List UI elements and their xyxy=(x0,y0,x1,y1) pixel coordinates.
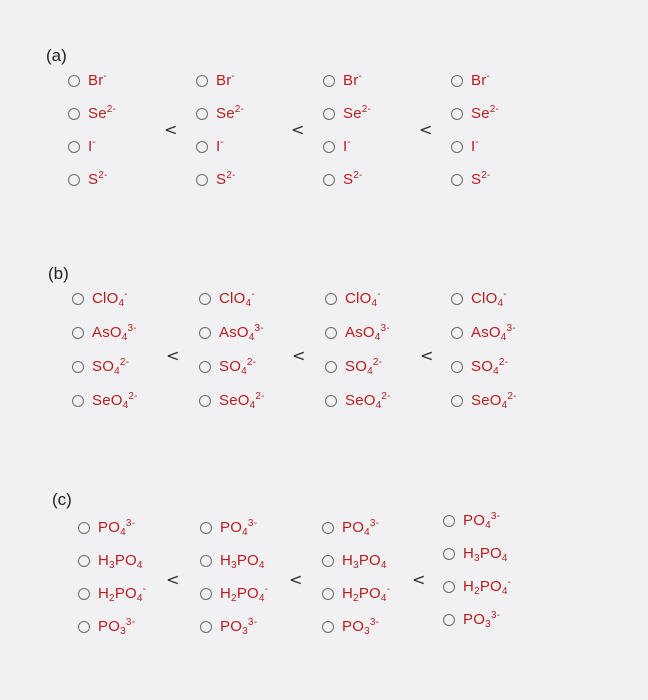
radio-button[interactable] xyxy=(325,293,337,305)
radio-option[interactable] xyxy=(322,519,379,536)
radio-button[interactable] xyxy=(68,174,80,186)
radio-button[interactable] xyxy=(200,621,212,633)
radio-button[interactable] xyxy=(325,327,337,339)
radio-button[interactable] xyxy=(451,75,463,87)
radio-button[interactable] xyxy=(72,327,84,339)
radio-option[interactable] xyxy=(325,392,391,409)
radio-button[interactable] xyxy=(451,395,463,407)
radio-option[interactable] xyxy=(443,578,511,595)
radio-option[interactable] xyxy=(325,290,381,307)
radio-button[interactable] xyxy=(443,548,455,560)
option-label: $PO_3^{3-}$ xyxy=(98,617,136,637)
less-than-separator: < xyxy=(166,346,180,365)
option-label: $PO_3^{3-}$ xyxy=(463,610,501,630)
option-label: AsO$_4^{3-}$ xyxy=(92,323,137,343)
option-label: ClO$_4$- xyxy=(345,289,381,309)
radio-option[interactable] xyxy=(196,171,236,188)
radio-button[interactable] xyxy=(323,108,335,120)
radio-option[interactable] xyxy=(451,290,507,307)
option-label: $PO_4^{3-}$ xyxy=(220,518,258,538)
radio-option[interactable] xyxy=(451,392,517,409)
radio-option[interactable] xyxy=(322,618,379,635)
radio-option[interactable] xyxy=(199,358,256,375)
radio-button[interactable] xyxy=(323,174,335,186)
radio-button[interactable] xyxy=(196,141,208,153)
option-label: SeO$_4^{2-}$ xyxy=(92,391,138,411)
radio-option[interactable] xyxy=(196,72,235,89)
radio-option[interactable] xyxy=(322,552,387,569)
radio-button[interactable] xyxy=(199,395,211,407)
radio-button[interactable] xyxy=(196,75,208,87)
option-label: $Se^{2-}$ xyxy=(216,104,245,122)
radio-button[interactable] xyxy=(78,522,90,534)
option-label: $H_2PO_4^-$ xyxy=(342,584,391,604)
option-label: SeO$_4^{2-}$ xyxy=(219,391,265,411)
option-label: $Se^{2-}$ xyxy=(471,104,500,122)
radio-button[interactable] xyxy=(78,588,90,600)
radio-button[interactable] xyxy=(200,522,212,534)
radio-option[interactable] xyxy=(72,290,128,307)
option-label: $H_2PO_4^-$ xyxy=(98,584,147,604)
radio-button[interactable] xyxy=(200,588,212,600)
radio-option[interactable] xyxy=(68,105,116,122)
option-label: Br- xyxy=(343,71,362,89)
radio-option[interactable] xyxy=(199,290,255,307)
radio-option[interactable] xyxy=(78,519,135,536)
option-label: $PO_4^{3-}$ xyxy=(463,511,501,531)
option-label: Br- xyxy=(88,71,107,89)
radio-button[interactable] xyxy=(68,75,80,87)
radio-option[interactable] xyxy=(443,611,500,628)
radio-option[interactable] xyxy=(72,324,137,341)
option-label: SeO$_4^{2-}$ xyxy=(345,391,391,411)
option-label: $Se^{2-}$ xyxy=(343,104,372,122)
option-label: AsO$_4^{3-}$ xyxy=(345,323,390,343)
radio-button[interactable] xyxy=(72,395,84,407)
option-label: AsO$_4^{3-}$ xyxy=(219,323,264,343)
radio-button[interactable] xyxy=(68,141,80,153)
option-label: $SO_4^{2-}$ xyxy=(345,357,383,377)
radio-option[interactable] xyxy=(196,138,224,155)
option-label: $SO_4^{2-}$ xyxy=(92,357,130,377)
radio-option[interactable] xyxy=(325,358,382,375)
radio-button[interactable] xyxy=(78,621,90,633)
less-than-separator: < xyxy=(419,120,433,139)
radio-option[interactable] xyxy=(451,105,499,122)
radio-button[interactable] xyxy=(200,555,212,567)
radio-option[interactable] xyxy=(200,585,268,602)
radio-option[interactable] xyxy=(200,552,265,569)
radio-button[interactable] xyxy=(323,75,335,87)
radio-option[interactable] xyxy=(196,105,244,122)
option-label: I- xyxy=(216,137,224,155)
option-label: $PO_3^{3-}$ xyxy=(220,617,258,637)
radio-button[interactable] xyxy=(199,327,211,339)
less-than-separator: < xyxy=(289,570,303,589)
radio-button[interactable] xyxy=(322,621,334,633)
radio-button[interactable] xyxy=(196,174,208,186)
option-label: $H_2PO_4^-$ xyxy=(220,584,269,604)
radio-button[interactable] xyxy=(72,361,84,373)
option-label: $H_3PO_4$ xyxy=(342,552,387,571)
radio-option[interactable] xyxy=(199,324,264,341)
radio-button[interactable] xyxy=(72,293,84,305)
radio-button[interactable] xyxy=(451,174,463,186)
radio-option[interactable] xyxy=(323,171,363,188)
option-label: Br- xyxy=(216,71,235,89)
radio-button[interactable] xyxy=(196,108,208,120)
radio-button[interactable] xyxy=(451,293,463,305)
less-than-separator: < xyxy=(412,570,426,589)
radio-button[interactable] xyxy=(199,361,211,373)
radio-option[interactable] xyxy=(443,545,508,562)
option-label: I- xyxy=(471,137,479,155)
option-label: I- xyxy=(88,137,96,155)
option-label: $Se^{2-}$ xyxy=(88,104,117,122)
option-label: ClO$_4$- xyxy=(92,289,128,309)
option-label: $SO_4^{2-}$ xyxy=(219,357,257,377)
radio-option[interactable] xyxy=(322,585,390,602)
radio-button[interactable] xyxy=(68,108,80,120)
part-label: (b) xyxy=(48,264,69,283)
option-label: $PO_4^{3-}$ xyxy=(98,518,136,538)
radio-button[interactable] xyxy=(443,581,455,593)
radio-option[interactable] xyxy=(68,138,96,155)
radio-button[interactable] xyxy=(78,555,90,567)
radio-option[interactable] xyxy=(72,358,129,375)
radio-option[interactable] xyxy=(72,392,138,409)
radio-option[interactable] xyxy=(451,138,479,155)
radio-option[interactable] xyxy=(323,105,371,122)
option-label: I- xyxy=(343,137,351,155)
option-label: $H_3PO_4$ xyxy=(463,545,508,564)
radio-button[interactable] xyxy=(451,327,463,339)
option-label: Br- xyxy=(471,71,490,89)
option-label: $S^{2-}$ xyxy=(471,170,491,188)
radio-button[interactable] xyxy=(451,141,463,153)
radio-option[interactable] xyxy=(68,171,108,188)
less-than-separator: < xyxy=(164,120,178,139)
radio-option[interactable] xyxy=(451,324,516,341)
option-label: $H_2PO_4^-$ xyxy=(463,577,512,597)
option-label: $S^{2-}$ xyxy=(88,170,108,188)
less-than-separator: < xyxy=(292,346,306,365)
option-label: ClO$_4$- xyxy=(219,289,255,309)
option-label: $H_3PO_4$ xyxy=(98,552,143,571)
option-label: $S^{2-}$ xyxy=(216,170,236,188)
radio-option[interactable] xyxy=(451,171,491,188)
option-label: $PO_4^{3-}$ xyxy=(342,518,380,538)
radio-button[interactable] xyxy=(199,293,211,305)
radio-option[interactable] xyxy=(323,72,362,89)
radio-button[interactable] xyxy=(322,555,334,567)
option-label: $H_3PO_4$ xyxy=(220,552,265,571)
radio-button[interactable] xyxy=(451,361,463,373)
less-than-separator: < xyxy=(166,570,180,589)
option-label: $S^{2-}$ xyxy=(343,170,363,188)
radio-option[interactable] xyxy=(199,392,265,409)
radio-button[interactable] xyxy=(325,361,337,373)
less-than-separator: < xyxy=(291,120,305,139)
radio-button[interactable] xyxy=(451,108,463,120)
part-label: (c) xyxy=(52,490,72,509)
radio-option[interactable] xyxy=(200,519,257,536)
radio-button[interactable] xyxy=(325,395,337,407)
radio-option[interactable] xyxy=(200,618,257,635)
radio-option[interactable] xyxy=(443,512,500,529)
less-than-separator: < xyxy=(420,346,434,365)
radio-option[interactable] xyxy=(78,585,146,602)
radio-option[interactable] xyxy=(325,324,390,341)
option-label: $PO_3^{3-}$ xyxy=(342,617,380,637)
radio-button[interactable] xyxy=(322,522,334,534)
radio-option[interactable] xyxy=(451,72,490,89)
part-label: (a) xyxy=(46,46,67,65)
radio-option[interactable] xyxy=(323,138,351,155)
option-label: ClO$_4$- xyxy=(471,289,507,309)
radio-option[interactable] xyxy=(78,618,135,635)
option-label: AsO$_4^{3-}$ xyxy=(471,323,516,343)
radio-button[interactable] xyxy=(443,614,455,626)
radio-option[interactable] xyxy=(78,552,143,569)
radio-option[interactable] xyxy=(68,72,107,89)
radio-button[interactable] xyxy=(323,141,335,153)
radio-button[interactable] xyxy=(322,588,334,600)
option-label: SeO$_4^{2-}$ xyxy=(471,391,517,411)
radio-button[interactable] xyxy=(443,515,455,527)
option-label: $SO_4^{2-}$ xyxy=(471,357,509,377)
radio-option[interactable] xyxy=(451,358,508,375)
